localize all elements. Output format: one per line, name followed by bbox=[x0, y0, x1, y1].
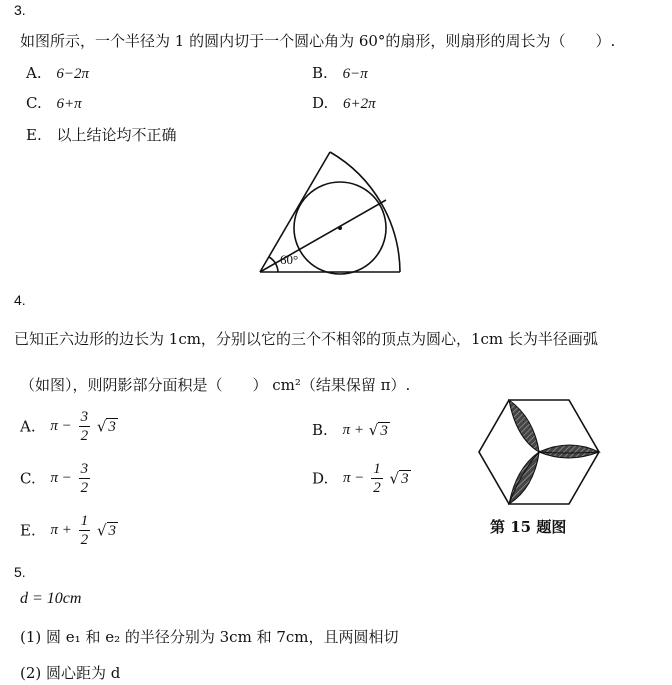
sqrt-radicand: 3 bbox=[108, 523, 117, 539]
q3-option-c bbox=[26, 94, 82, 113]
circle-center-dot bbox=[338, 226, 342, 230]
q5-condition-2: (2) 圆心距为 d bbox=[20, 664, 121, 682]
q4-option-c bbox=[20, 460, 92, 497]
fraction-denominator: 2 bbox=[80, 480, 89, 496]
fraction-denominator: 2 bbox=[80, 532, 89, 548]
sqrt-sign: √ bbox=[96, 521, 107, 540]
sqrt-radicand: 3 bbox=[401, 471, 409, 487]
fraction-numerator: 1 bbox=[80, 513, 89, 529]
option-label: B. bbox=[312, 421, 328, 439]
sqrt-sign: √ bbox=[368, 421, 379, 439]
sqrt-radicand: 3 bbox=[380, 422, 388, 439]
q4-number: 4. bbox=[14, 292, 26, 308]
option-label: D. bbox=[312, 469, 329, 488]
option-prefix: π − bbox=[343, 470, 365, 486]
bisector-line bbox=[260, 200, 386, 272]
q5-given: d = 10cm bbox=[20, 590, 82, 607]
q4-option-b bbox=[312, 420, 390, 439]
q4-stem-line2: （如图），则阴影部分面积是（ ） cm²（结果保留 π）. bbox=[20, 376, 411, 394]
q5-condition-1: (1) 圆 e₁ 和 e₂ 的半径分别为 3cm 和 7cm，且两圆相切 bbox=[20, 628, 399, 646]
sqrt-sign: √ bbox=[389, 469, 400, 488]
q4-option-a bbox=[20, 408, 118, 445]
q5-number: 5. bbox=[14, 564, 26, 580]
q4-stem-line1: 已知正六边形的边长为 1cm，分别以它的三个不相邻的顶点为圆心，1cm 长为半径画弧 bbox=[14, 330, 598, 348]
fraction-numerator: 1 bbox=[373, 461, 381, 477]
fraction-denominator: 2 bbox=[80, 428, 89, 444]
q4-option-e bbox=[20, 512, 118, 549]
option-label: C. bbox=[26, 94, 42, 112]
q3-sector-figure bbox=[250, 148, 420, 278]
sqrt-sign: √ bbox=[96, 417, 107, 436]
q3-number: 3. bbox=[14, 2, 26, 18]
q3-option-d bbox=[312, 94, 376, 113]
q4-hexagon-figure bbox=[476, 398, 602, 508]
angle-label: 60° bbox=[280, 252, 299, 267]
fraction-numerator: 3 bbox=[80, 461, 89, 477]
option-prefix: π − bbox=[50, 470, 72, 486]
option-label: A. bbox=[26, 64, 42, 82]
option-prefix: π + bbox=[342, 421, 364, 438]
option-prefix: π + bbox=[50, 522, 72, 538]
option-text: 以上结论均不正确 bbox=[56, 126, 177, 144]
q3-option-b bbox=[312, 64, 368, 83]
option-label: B. bbox=[312, 64, 328, 82]
q3-option-a bbox=[26, 64, 89, 83]
option-text: 6+π bbox=[56, 96, 82, 112]
option-text: 6+2π bbox=[343, 96, 376, 112]
option-label: A. bbox=[20, 417, 36, 436]
option-text: 6−π bbox=[342, 66, 368, 82]
fraction-denominator: 2 bbox=[373, 480, 381, 496]
option-prefix: π − bbox=[50, 418, 72, 434]
option-text: 6−2π bbox=[56, 66, 90, 82]
option-label: E. bbox=[20, 521, 36, 540]
q4-figure-caption: 第 15 题图 bbox=[490, 518, 567, 536]
q3-option-e bbox=[26, 124, 177, 145]
sqrt-radicand: 3 bbox=[108, 419, 116, 435]
option-label: E. bbox=[26, 126, 42, 144]
q4-option-d bbox=[312, 460, 411, 497]
q3-stem: 如图所示，一个半径为 1 的圆内切于一个圆心角为 60°的扇形，则扇形的周长为（ ）. bbox=[20, 32, 616, 50]
option-label: C. bbox=[20, 469, 36, 488]
fraction-numerator: 3 bbox=[80, 409, 89, 425]
option-label: D. bbox=[312, 94, 329, 112]
